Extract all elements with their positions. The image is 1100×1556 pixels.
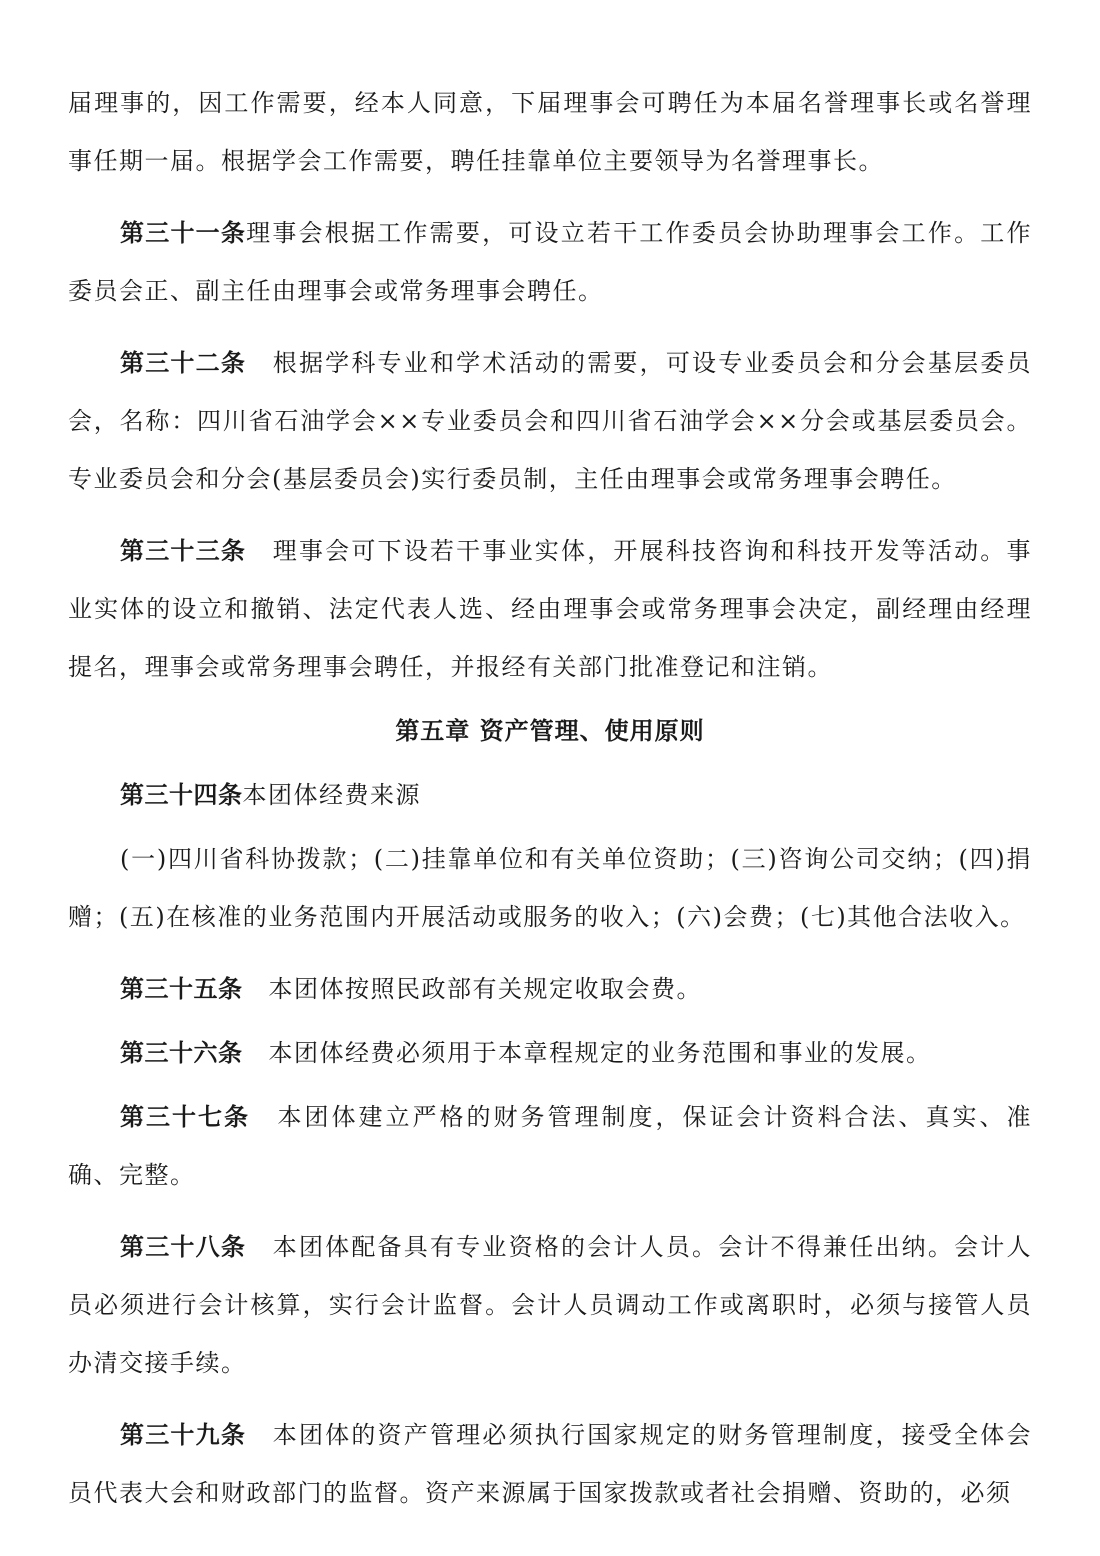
article-39-text: 本团体的资产管理必须执行国家规定的财务管理制度，接受全体会员代表大会和财政部门的监督。资产来源属于国家拨款或者社会捐赠、资助的，必须 xyxy=(68,1421,1032,1507)
article-38 xyxy=(68,1218,1032,1392)
article-36-text: 本团体经费必须用于本章程规定的业务范围和事业的发展。 xyxy=(268,1039,932,1067)
article-37-number: 第三十七条 xyxy=(120,1103,250,1131)
article-31-text: 理事会根据工作需要，可设立若干工作委员会协助理事会工作。工作委员会正、副主任由理事会或常务理事会聘任。 xyxy=(68,219,1033,305)
article-35 xyxy=(68,960,1032,1018)
article-33-number: 第三十三条 xyxy=(120,537,247,565)
article-39 xyxy=(68,1406,1032,1522)
article-32 xyxy=(68,334,1032,508)
article-34-text: 本团体经费来源 xyxy=(242,781,421,809)
article-35-text: 本团体按照民政部有关规定收取会费。 xyxy=(268,975,702,1003)
article-34-list: (一)四川省科协拨款；(二)挂靠单位和有关单位资助；(三)咨询公司交纳；(四)捐赠；(五)在核准的业务范围内开展活动或服务的收入；(六)会费；(七)其他合法收入。 xyxy=(68,845,1032,931)
article-39-number: 第三十九条 xyxy=(120,1421,247,1449)
article-33 xyxy=(68,522,1032,696)
article-31-number: 第三十一条 xyxy=(120,219,247,247)
article-34-number: 第三十四条 xyxy=(120,781,243,809)
article-32-text: 根据学科专业和学术活动的需要，可设专业委员会和分会基层委员会，名称：四川省石油学会××专业委员会和四川省石油学会××分会或基层委员会。专业委员会和分会(基层委员会)实行委员制，主任由理事会或常务理事会聘任。 xyxy=(68,349,1032,493)
article-38-text: 本团体配备具有专业资格的会计人员。会计不得兼任出纳。会计人员必须进行会计核算，实行会计监督。会计人员调动工作或离职时，必须与接管人员办清交接手续。 xyxy=(68,1233,1032,1377)
article-38-number: 第三十八条 xyxy=(120,1233,247,1261)
article-36-number: 第三十六条 xyxy=(120,1039,243,1067)
article-31 xyxy=(68,204,1032,320)
chapter-5-title: 第五章 资产管理、使用原则 xyxy=(395,717,705,745)
article-37 xyxy=(68,1088,1032,1204)
article-33-text: 理事会可下设若干事业实体，开展科技咨询和科技开发等活动。事业实体的设立和撤销、法定代表人选、经由理事会或常务理事会决定，副经理由经理提名，理事会或常务理事会聘任，并报经有关部门批准登记和注销。 xyxy=(68,537,1032,681)
article-32-number: 第三十二条 xyxy=(120,349,247,377)
article-35-number: 第三十五条 xyxy=(120,975,243,1003)
article-37-text: 本团体建立严格的财务管理制度，保证会计资料合法、真实、准确、完整。 xyxy=(68,1103,1032,1189)
article-36 xyxy=(68,1024,1032,1082)
paragraph-continuation: 届理事的，因工作需要，经本人同意，下届理事会可聘任为本届名誉理事长或名誉理事任期一届。根据学会工作需要，聘任挂靠单位主要领导为名誉理事长。 xyxy=(68,89,1032,175)
article-34 xyxy=(68,766,1032,824)
